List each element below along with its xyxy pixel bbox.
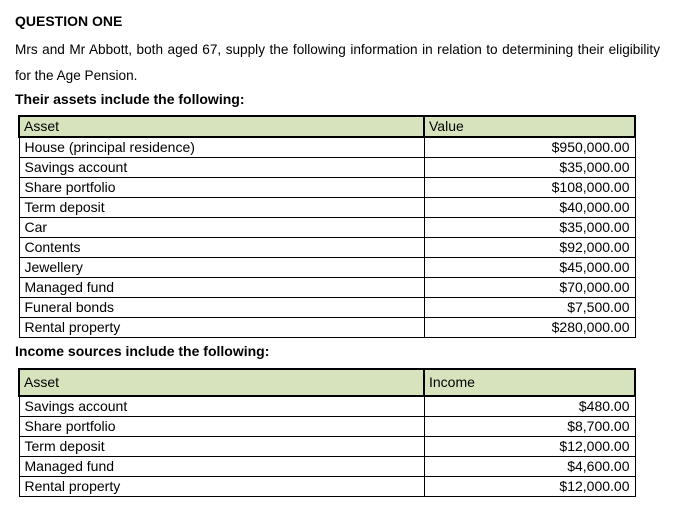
- assets-table: [18, 115, 636, 338]
- income-source-name: Savings account: [19, 396, 424, 417]
- asset-value: $7,500.00: [424, 298, 635, 318]
- assets-heading: Their assets include the following:: [15, 91, 245, 107]
- table-row: [19, 137, 635, 158]
- table-row: [19, 158, 635, 178]
- income-value: $12,000.00: [424, 477, 635, 497]
- table-row: [19, 477, 635, 497]
- income-value: $480.00: [424, 396, 635, 417]
- asset-name: Funeral bonds: [19, 298, 424, 318]
- asset-value: $35,000.00: [424, 218, 635, 238]
- income-source-name: Rental property: [19, 477, 424, 497]
- income-heading: Income sources include the following:: [15, 343, 270, 359]
- asset-value: $45,000.00: [424, 258, 635, 278]
- table-row: [19, 178, 635, 198]
- asset-value: $950,000.00: [424, 137, 635, 158]
- asset-name: Car: [19, 218, 424, 238]
- table-row: [19, 318, 635, 338]
- income-col-income: Income: [424, 369, 635, 396]
- asset-name: House (principal residence): [19, 137, 424, 158]
- income-header-row: [19, 369, 635, 396]
- table-row: [19, 258, 635, 278]
- assets-col-value: Value: [424, 116, 635, 137]
- income-value: $4,600.00: [424, 457, 635, 477]
- asset-value: $70,000.00: [424, 278, 635, 298]
- asset-value: $40,000.00: [424, 198, 635, 218]
- asset-name: Jewellery: [19, 258, 424, 278]
- question-title: QUESTION ONE: [15, 13, 123, 29]
- table-row: [19, 198, 635, 218]
- income-source-name: Managed fund: [19, 457, 424, 477]
- assets-col-asset: Asset: [19, 116, 424, 137]
- question-intro: Mrs and Mr Abbott, both aged 67, supply the following information in relation to determining their eligibility for the Age Pension.: [15, 42, 660, 83]
- income-col-asset: Asset: [19, 369, 424, 396]
- table-row: [19, 417, 635, 437]
- income-value: $8,700.00: [424, 417, 635, 437]
- table-row: [19, 298, 635, 318]
- income-source-name: Share portfolio: [19, 417, 424, 437]
- income-source-name: Term deposit: [19, 437, 424, 457]
- table-row: [19, 218, 635, 238]
- asset-name: Managed fund: [19, 278, 424, 298]
- table-row: [19, 437, 635, 457]
- asset-value: $92,000.00: [424, 238, 635, 258]
- asset-name: Savings account: [19, 158, 424, 178]
- income-table: [18, 368, 636, 497]
- asset-value: $108,000.00: [424, 178, 635, 198]
- asset-name: Term deposit: [19, 198, 424, 218]
- income-value: $12,000.00: [424, 437, 635, 457]
- assets-header-row: [19, 116, 635, 137]
- asset-value: $280,000.00: [424, 318, 635, 338]
- table-row: [19, 278, 635, 298]
- asset-name: Contents: [19, 238, 424, 258]
- table-row: [19, 238, 635, 258]
- asset-name: Share portfolio: [19, 178, 424, 198]
- table-row: [19, 396, 635, 417]
- asset-name: Rental property: [19, 318, 424, 338]
- asset-value: $35,000.00: [424, 158, 635, 178]
- table-row: [19, 457, 635, 477]
